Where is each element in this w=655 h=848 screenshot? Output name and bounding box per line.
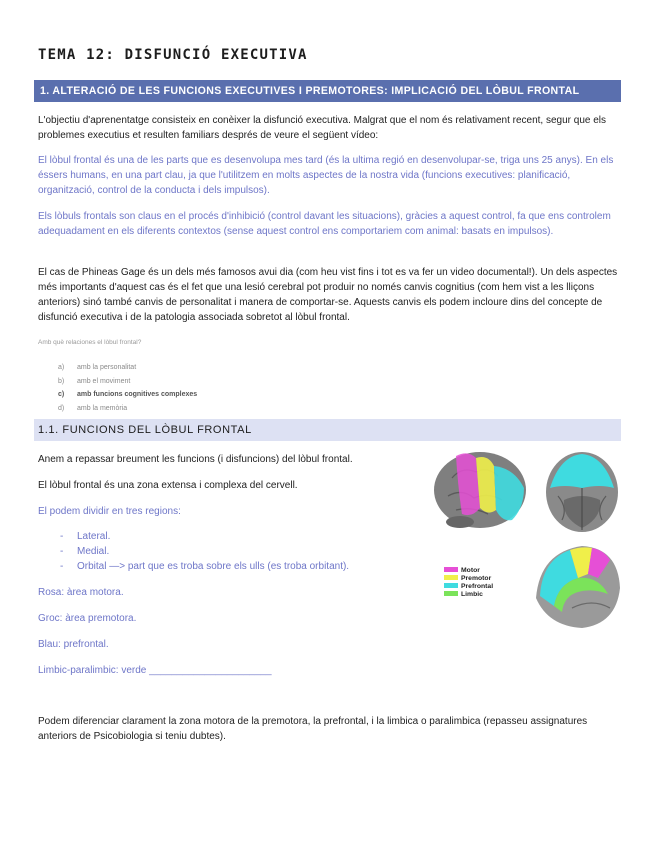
closing-paragraph: Podem diferenciar clarament la zona motora de la premotora, la prefrontal, i la limbica o paralimbica (repasseu assignatures anteriors de Psicobiologia si teniu dubtes). <box>38 716 588 742</box>
list-item: - Orbital —> part que es troba sobre els ulls (es troba orbitant). <box>60 561 350 572</box>
section-1-heading: 1. ALTERACIÓ DE LES FUNCIONS EXECUTIVES I PREMOTORES: IMPLICACIÓ DEL LÒBUL FRONTAL <box>34 80 621 102</box>
page-title: TEMA 12: DISFUNCIÓ EXECUTIVA <box>38 47 308 63</box>
list-item: - Medial. <box>60 546 110 557</box>
intro-paragraph: L'objectiu d'aprenentatge consisteix en conèixer la disfunció executiva. Malgrat que el nom és relativament recent, segur que els problemes executius et resulten familiars després de veure el següent vídeo: <box>38 115 607 141</box>
review-paragraph: Anem a repassar breument les funcions (i disfuncions) del lòbul frontal. <box>38 454 353 465</box>
list-item: - Lateral. <box>60 531 111 542</box>
development-paragraph: El lòbul frontal és una de les parts que es desenvolupa mes tard (és la ultima regió en desenvolupar-se, triga uns 25 anys). En els éssers humans, en una part clau, ja que l'utilitzem en molts aspectes de la nostra vida (funcions executives: planificació, organització, control de la conducta i dels impulsos). <box>38 155 614 196</box>
regions-intro: El podem dividir en tres regions: <box>38 506 181 517</box>
quiz-question: Amb què relaciones el lòbul frontal? <box>38 339 142 346</box>
legend-swatch-prefrontal <box>444 583 458 588</box>
extent-paragraph: El lòbul frontal és una zona extensa i complexa del cervell. <box>38 480 298 491</box>
blau-line: Blau: prefrontal. <box>38 639 109 650</box>
quiz-option-b[interactable]: b) amb el moviment <box>58 377 131 385</box>
section-2-heading: 1.1. FUNCIONS DEL LÒBUL FRONTAL <box>34 419 621 441</box>
legend-swatch-premotor <box>444 575 458 580</box>
lateral-brain-image <box>434 452 526 528</box>
ventral-brain-image <box>546 452 618 532</box>
brain-regions-figure <box>432 448 620 636</box>
quiz-option-d[interactable]: d) amb la memòria <box>58 404 128 412</box>
inhibition-paragraph: Els lòbuls frontals son claus en el procés d'inhibició (control davant les situacions), gràcies a aquest control, fa que ens controlem adequadament en els diferents contextos (sense aquest control ens comportariem com animal: basats en impulsos). <box>38 211 611 237</box>
quiz-option-a[interactable]: a) amb la personalitat <box>58 364 137 371</box>
regions-list <box>60 529 349 574</box>
legend <box>444 567 493 598</box>
legend-swatch-motor <box>444 567 458 572</box>
groc-line: Groc: àrea premotora. <box>38 613 137 624</box>
legend-label-premotor: Premotor <box>461 575 492 582</box>
phineas-gage-paragraph: El cas de Phineas Gage és un dels més famosos avui dia (com heu vist fins i tot es va fer un video documental!). Un dels aspectes més importants d'aquest cas és el fet que una lesió cerebral pot produir no només canvis cognitius (com hem vist a les lliçons anteriors) sinó també canvis de personalitat i manera de comportar-se. Aquests canvis els podem incloure dins del concepte de disfunció executiva i de la patologia associada sobretot al lòbul frontal. <box>38 267 618 323</box>
medial-brain-image <box>536 546 620 628</box>
limbic-line: Limbic-paralimbic: verde ______________________ <box>38 665 272 676</box>
quiz-options <box>58 361 197 415</box>
legend-swatch-limbic <box>444 591 458 596</box>
legend-label-motor: Motor <box>461 567 480 574</box>
quiz-option-c[interactable]: c) amb funcions cognitives complexes <box>58 391 198 398</box>
legend-label-prefrontal: Prefrontal <box>461 583 494 590</box>
legend-label-limbic: Limbic <box>461 591 483 598</box>
rosa-line: Rosa: àrea motora. <box>38 587 124 598</box>
